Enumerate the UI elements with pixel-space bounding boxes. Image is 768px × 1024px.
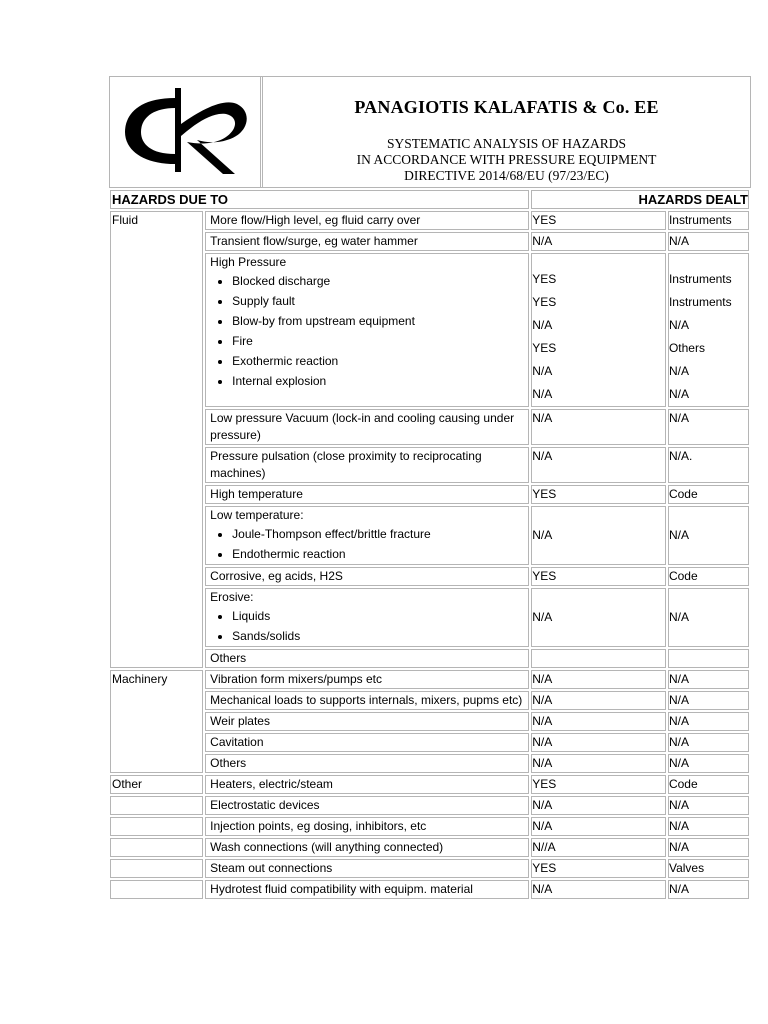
list-item: • Supply fault — [232, 291, 524, 311]
answer-cell: N/A — [531, 409, 666, 445]
subtitle-line: SYSTEMATIC ANALYSIS OF HAZARDS — [386, 136, 627, 151]
answer-cell: N//A — [531, 838, 666, 857]
hazard-cell: Weir plates — [205, 712, 529, 731]
hazard-cell: Mechanical loads to supports internals, mixers, pupms etc) — [205, 691, 529, 710]
answer-cell: N/A — [531, 817, 666, 836]
answer-cell: N/A — [531, 796, 666, 815]
category-empty-cell — [110, 817, 203, 836]
dealt-cell: N/A — [668, 880, 749, 899]
answer-value: N/A — [532, 318, 553, 332]
answer-cell: N/A — [531, 447, 666, 483]
answer-cell: N/A — [531, 588, 666, 647]
dealt-value: N/A — [668, 364, 689, 378]
list-item: • Liquids — [232, 606, 524, 626]
hazard-cell: High temperature — [205, 485, 529, 504]
hazard-cell: Pressure pulsation (close proximity to reciprocating machines) — [205, 447, 529, 483]
table-row — [110, 880, 749, 899]
hazard-cell: Transient flow/surge, eg water hammer — [205, 232, 529, 251]
hazard-cell: Steam out connections — [205, 859, 529, 878]
category-empty-cell — [110, 859, 203, 878]
category-fluid: Fluid — [110, 211, 203, 668]
hazard-cell: Heaters, electric/steam — [205, 775, 529, 794]
category-empty-cell — [110, 838, 203, 857]
erosive-title: Erosive: — [210, 590, 254, 604]
high-pressure-list — [210, 271, 524, 391]
answer-value: YES — [532, 341, 557, 355]
answer-cell: N/A — [531, 691, 666, 710]
answer-cell: YES — [531, 211, 666, 230]
table-row — [110, 733, 749, 752]
table-header-row — [110, 190, 749, 209]
table-row — [110, 211, 749, 230]
dealt-value: N/A — [668, 318, 689, 332]
table-row — [110, 691, 749, 710]
dealt-cell: N/A — [668, 409, 749, 445]
dealt-cell — [668, 253, 749, 407]
hazard-cell: Injection points, eg dosing, inhibitors, etc — [205, 817, 529, 836]
logo-cell — [110, 77, 263, 187]
answer-cell: N/A — [531, 754, 666, 773]
answer-cell — [531, 649, 666, 668]
dealt-cell: Instruments — [668, 211, 749, 230]
subtitle-line: IN ACCORDANCE WITH PRESSURE EQUIPMENT — [356, 152, 657, 167]
table-row — [110, 712, 749, 731]
table-row — [110, 588, 749, 647]
document-subtitle — [263, 136, 750, 184]
table-row — [110, 567, 749, 586]
table-row — [110, 775, 749, 794]
hazard-cell: Low pressure Vacuum (lock-in and cooling causing under pressure) — [205, 409, 529, 445]
answer-cell: N/A — [531, 232, 666, 251]
dealt-cell: N/A — [668, 506, 749, 565]
document-page — [109, 76, 751, 901]
hazard-cell: Corrosive, eg acids, H2S — [205, 567, 529, 586]
hazard-cell: Others — [205, 649, 529, 668]
list-item: • Sands/solids — [232, 626, 524, 646]
list-item: • Blocked discharge — [232, 271, 524, 291]
answer-value: YES — [532, 295, 557, 309]
table-row — [110, 670, 749, 689]
high-pressure-title: High Pressure — [210, 255, 287, 269]
hazard-cell: Wash connections (will anything connected) — [205, 838, 529, 857]
table-row — [110, 817, 749, 836]
table-row — [110, 838, 749, 857]
table-row — [110, 796, 749, 815]
dealt-cell: N/A — [668, 232, 749, 251]
header-hazards-due-to: HAZARDS DUE TO — [110, 190, 529, 209]
table-row — [110, 409, 749, 445]
table-row — [110, 253, 749, 407]
dealt-value: Instruments — [668, 295, 732, 309]
dealt-cell: N/A — [668, 733, 749, 752]
low-temperature-list — [210, 524, 524, 564]
dealt-cell: Code — [668, 775, 749, 794]
table-row — [110, 649, 749, 668]
table-row — [110, 506, 749, 565]
answer-cell: YES — [531, 859, 666, 878]
answer-cell: N/A — [531, 733, 666, 752]
dealt-cell: N/A — [668, 670, 749, 689]
dealt-cell: Code — [668, 485, 749, 504]
hazard-cell: Hydrotest fluid compatibility with equipm. material — [205, 880, 529, 899]
list-item: • Fire — [232, 331, 524, 351]
list-item: • Joule-Thompson effect/brittle fracture — [232, 524, 524, 544]
answer-cell: N/A — [531, 712, 666, 731]
hazard-cell: Others — [205, 754, 529, 773]
answer-cell: YES — [531, 775, 666, 794]
document-header — [109, 76, 751, 188]
answer-cell: N/A — [531, 880, 666, 899]
list-item: • Exothermic reaction — [232, 351, 524, 371]
low-temperature-title: Low temperature: — [210, 508, 304, 522]
dealt-value: Others — [668, 341, 705, 355]
category-empty-cell — [110, 796, 203, 815]
answer-cell — [531, 253, 666, 407]
dealt-cell: N/A — [668, 712, 749, 731]
dealt-cell — [668, 649, 749, 668]
company-name: PANAGIOTIS KALAFATIS & Co. EE — [354, 97, 659, 117]
list-item: • Blow-by from upstream equipment — [232, 311, 524, 331]
hazard-cell: Vibration form mixers/pumps etc — [205, 670, 529, 689]
hazard-cell: More flow/High level, eg fluid carry over — [205, 211, 529, 230]
title-cell — [263, 77, 750, 187]
hazard-cell: Electrostatic devices — [205, 796, 529, 815]
header-hazards-dealt: HAZARDS DEALT — [531, 190, 749, 209]
kp-monogram-icon — [115, 84, 255, 180]
hazard-cell-erosive — [205, 588, 529, 647]
category-other: Other — [110, 775, 203, 794]
answer-cell: YES — [531, 567, 666, 586]
table-row — [110, 485, 749, 504]
hazard-cell: Cavitation — [205, 733, 529, 752]
table-row — [110, 859, 749, 878]
erosive-list — [210, 606, 524, 646]
dealt-value: N/A — [668, 387, 689, 401]
dealt-cell: Valves — [668, 859, 749, 878]
answer-cell: YES — [531, 485, 666, 504]
hazard-cell-low-temperature — [205, 506, 529, 565]
dealt-cell: N/A — [668, 796, 749, 815]
hazards-table — [108, 188, 751, 901]
dealt-cell: N/A — [668, 691, 749, 710]
answer-value: N/A — [532, 387, 553, 401]
dealt-cell: N/A — [668, 588, 749, 647]
dealt-cell: N/A — [668, 817, 749, 836]
dealt-cell: Code — [668, 567, 749, 586]
dealt-cell: N/A — [668, 838, 749, 857]
dealt-value: Instruments — [668, 272, 732, 286]
list-item: • Internal explosion — [232, 371, 524, 391]
hazard-cell-high-pressure — [205, 253, 529, 407]
answer-value: N/A — [532, 364, 553, 378]
subtitle-line: DIRECTIVE 2014/68/EU (97/23/EC) — [404, 168, 609, 183]
answer-cell: N/A — [531, 506, 666, 565]
dealt-cell: N/A — [668, 754, 749, 773]
dealt-cell: N/A. — [668, 447, 749, 483]
table-row — [110, 447, 749, 483]
table-row — [110, 232, 749, 251]
category-machinery: Machinery — [110, 670, 203, 773]
answer-cell: N/A — [531, 670, 666, 689]
table-row — [110, 754, 749, 773]
list-item: • Endothermic reaction — [232, 544, 524, 564]
answer-value: YES — [532, 272, 557, 286]
category-empty-cell — [110, 880, 203, 899]
